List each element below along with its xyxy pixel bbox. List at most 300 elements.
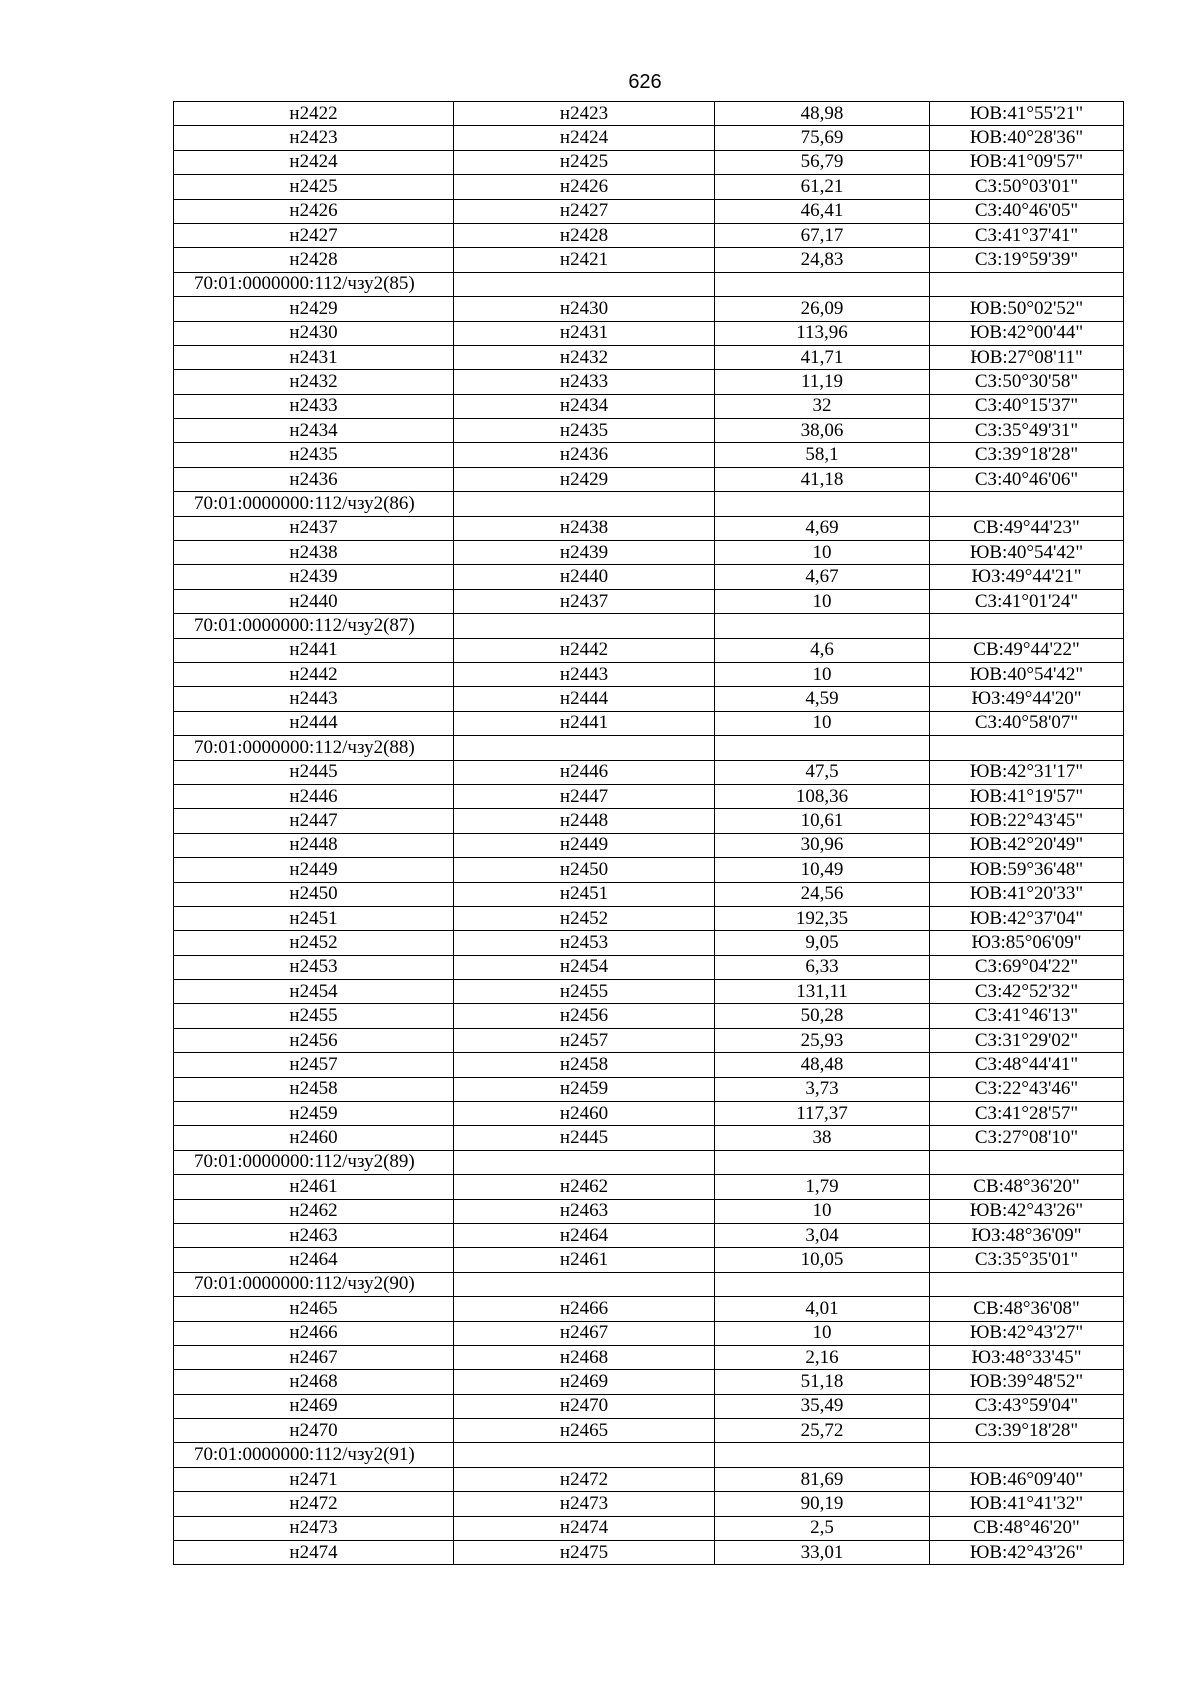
from-point: н2442 <box>174 662 454 686</box>
from-point: н2433 <box>174 394 454 418</box>
to-point: н2462 <box>454 1175 715 1199</box>
bearing: СЗ:22°43'46" <box>930 1077 1124 1101</box>
bearing: ЮВ:42°43'26" <box>930 1199 1124 1223</box>
from-point: н2464 <box>174 1248 454 1272</box>
segment-length: 58,1 <box>715 443 930 467</box>
from-point: н2423 <box>174 126 454 150</box>
from-point: н2474 <box>174 1541 454 1565</box>
table-body <box>174 102 1124 1565</box>
to-point: н2440 <box>454 565 715 589</box>
parcel-id: 70:01:0000000:112/чзу2(86) <box>174 492 454 516</box>
to-point: н2438 <box>454 516 715 540</box>
segment-length: 41,18 <box>715 467 930 491</box>
table-row <box>174 199 1124 223</box>
bearing: СЗ:41°37'41" <box>930 223 1124 247</box>
to-point: н2433 <box>454 370 715 394</box>
bearing: ЮВ:22°43'45" <box>930 809 1124 833</box>
to-point: н2431 <box>454 321 715 345</box>
bearing: ЮВ:41°55'21" <box>930 102 1124 126</box>
from-point: н2444 <box>174 711 454 735</box>
from-point: н2430 <box>174 321 454 345</box>
from-point: н2468 <box>174 1370 454 1394</box>
bearing: СЗ:42°52'32" <box>930 980 1124 1004</box>
table-row <box>174 1321 1124 1345</box>
segment-length: 32 <box>715 394 930 418</box>
empty-cell <box>930 272 1124 296</box>
table-row <box>174 516 1124 540</box>
bearing: СЗ:35°35'01" <box>930 1248 1124 1272</box>
parcel-id: 70:01:0000000:112/чзу2(85) <box>174 272 454 296</box>
from-point: н2443 <box>174 687 454 711</box>
table-row <box>174 419 1124 443</box>
from-point: н2466 <box>174 1321 454 1345</box>
bearing: ЮЗ:49°44'20" <box>930 687 1124 711</box>
to-point: н2472 <box>454 1467 715 1491</box>
table-row <box>174 955 1124 979</box>
to-point: н2460 <box>454 1102 715 1126</box>
from-point: н2429 <box>174 297 454 321</box>
segment-length: 6,33 <box>715 955 930 979</box>
from-point: н2437 <box>174 516 454 540</box>
parcel-id: 70:01:0000000:112/чзу2(87) <box>174 614 454 638</box>
from-point: н2441 <box>174 638 454 662</box>
to-point: н2442 <box>454 638 715 662</box>
bearing: СЗ:40°15'37" <box>930 394 1124 418</box>
to-point: н2437 <box>454 589 715 613</box>
segment-length: 108,36 <box>715 784 930 808</box>
segment-length: 4,59 <box>715 687 930 711</box>
to-point: н2456 <box>454 1004 715 1028</box>
segment-length: 2,5 <box>715 1516 930 1540</box>
table-row <box>174 711 1124 735</box>
segment-length: 11,19 <box>715 370 930 394</box>
from-point: н2467 <box>174 1345 454 1369</box>
to-point: н2443 <box>454 662 715 686</box>
from-point: н2440 <box>174 589 454 613</box>
to-point: н2426 <box>454 175 715 199</box>
table-row <box>174 784 1124 808</box>
from-point: н2469 <box>174 1394 454 1418</box>
to-point: н2449 <box>454 833 715 857</box>
segment-length: 2,16 <box>715 1345 930 1369</box>
bearing: ЮВ:42°43'26" <box>930 1541 1124 1565</box>
table-row <box>174 980 1124 1004</box>
bearing: СЗ:41°46'13" <box>930 1004 1124 1028</box>
bearing: ЮВ:41°19'57" <box>930 784 1124 808</box>
from-point: н2435 <box>174 443 454 467</box>
to-point: н2435 <box>454 419 715 443</box>
from-point: н2465 <box>174 1297 454 1321</box>
segment-length: 61,21 <box>715 175 930 199</box>
table-row <box>174 175 1124 199</box>
bearing: ЮВ:41°20'33" <box>930 882 1124 906</box>
segment-length: 10 <box>715 1321 930 1345</box>
from-point: н2428 <box>174 248 454 272</box>
from-point: н2447 <box>174 809 454 833</box>
table-row <box>174 1199 1124 1223</box>
empty-cell <box>715 1443 930 1467</box>
bearing: ЮВ:41°41'32" <box>930 1492 1124 1516</box>
to-point: н2430 <box>454 297 715 321</box>
table-row <box>174 931 1124 955</box>
empty-cell <box>930 1272 1124 1296</box>
parcel-header-row <box>174 492 1124 516</box>
table-row <box>174 1467 1124 1491</box>
to-point: н2425 <box>454 150 715 174</box>
bearing: ЮВ:40°54'42" <box>930 541 1124 565</box>
to-point: н2447 <box>454 784 715 808</box>
to-point: н2445 <box>454 1126 715 1150</box>
bearing: СЗ:50°03'01" <box>930 175 1124 199</box>
from-point: н2427 <box>174 223 454 247</box>
from-point: н2471 <box>174 1467 454 1491</box>
bearing: ЮВ:42°31'17" <box>930 760 1124 784</box>
segment-length: 192,35 <box>715 906 930 930</box>
segment-length: 41,71 <box>715 345 930 369</box>
from-point: н2459 <box>174 1102 454 1126</box>
bearing: СЗ:40°46'05" <box>930 199 1124 223</box>
segment-length: 10,05 <box>715 1248 930 1272</box>
bearing: СЗ:48°44'41" <box>930 1053 1124 1077</box>
segment-length: 3,73 <box>715 1077 930 1101</box>
segment-length: 10 <box>715 662 930 686</box>
to-point: н2457 <box>454 1028 715 1052</box>
parcel-id: 70:01:0000000:112/чзу2(90) <box>174 1272 454 1296</box>
from-point: н2449 <box>174 858 454 882</box>
table-row <box>174 1102 1124 1126</box>
segment-length: 10 <box>715 589 930 613</box>
to-point: н2464 <box>454 1223 715 1247</box>
table-row <box>174 150 1124 174</box>
table-row <box>174 589 1124 613</box>
to-point: н2434 <box>454 394 715 418</box>
table-row <box>174 687 1124 711</box>
table-row <box>174 102 1124 126</box>
to-point: н2463 <box>454 1199 715 1223</box>
table-row <box>174 467 1124 491</box>
from-point: н2452 <box>174 931 454 955</box>
bearing: СЗ:19°59'39" <box>930 248 1124 272</box>
parcel-header-row <box>174 614 1124 638</box>
table-row <box>174 1345 1124 1369</box>
to-point: н2423 <box>454 102 715 126</box>
table-row <box>174 1175 1124 1199</box>
parcel-header-row <box>174 736 1124 760</box>
segment-length: 50,28 <box>715 1004 930 1028</box>
segment-length: 3,04 <box>715 1223 930 1247</box>
table-row <box>174 1370 1124 1394</box>
empty-cell <box>930 1150 1124 1174</box>
segment-length: 1,79 <box>715 1175 930 1199</box>
to-point: н2446 <box>454 760 715 784</box>
to-point: н2450 <box>454 858 715 882</box>
empty-cell <box>930 736 1124 760</box>
segment-length: 35,49 <box>715 1394 930 1418</box>
bearing: СВ:48°46'20" <box>930 1516 1124 1540</box>
segment-length: 75,69 <box>715 126 930 150</box>
table-row <box>174 248 1124 272</box>
table-row <box>174 833 1124 857</box>
table-row <box>174 809 1124 833</box>
from-point: н2462 <box>174 1199 454 1223</box>
segment-length: 24,56 <box>715 882 930 906</box>
bearing: СЗ:50°30'58" <box>930 370 1124 394</box>
segment-length: 90,19 <box>715 1492 930 1516</box>
table-row <box>174 541 1124 565</box>
from-point: н2426 <box>174 199 454 223</box>
to-point: н2436 <box>454 443 715 467</box>
from-point: н2460 <box>174 1126 454 1150</box>
parcel-id: 70:01:0000000:112/чзу2(88) <box>174 736 454 760</box>
to-point: н2458 <box>454 1053 715 1077</box>
table-row <box>174 760 1124 784</box>
segment-length: 46,41 <box>715 199 930 223</box>
from-point: н2446 <box>174 784 454 808</box>
from-point: н2439 <box>174 565 454 589</box>
from-point: н2454 <box>174 980 454 1004</box>
from-point: н2432 <box>174 370 454 394</box>
from-point: н2425 <box>174 175 454 199</box>
to-point: н2421 <box>454 248 715 272</box>
to-point: н2448 <box>454 809 715 833</box>
table-row <box>174 1126 1124 1150</box>
table-row <box>174 297 1124 321</box>
from-point: н2451 <box>174 906 454 930</box>
from-point: н2455 <box>174 1004 454 1028</box>
table-row <box>174 370 1124 394</box>
empty-cell <box>454 1272 715 1296</box>
table-row <box>174 126 1124 150</box>
segment-length: 38 <box>715 1126 930 1150</box>
bearing: ЮВ:42°00'44" <box>930 321 1124 345</box>
to-point: н2432 <box>454 345 715 369</box>
table-row <box>174 223 1124 247</box>
segment-length: 48,98 <box>715 102 930 126</box>
to-point: н2474 <box>454 1516 715 1540</box>
segment-length: 4,67 <box>715 565 930 589</box>
table-row <box>174 1223 1124 1247</box>
bearing: ЮВ:46°09'40" <box>930 1467 1124 1491</box>
empty-cell <box>454 492 715 516</box>
empty-cell <box>454 272 715 296</box>
from-point: н2448 <box>174 833 454 857</box>
to-point: н2428 <box>454 223 715 247</box>
segment-length: 67,17 <box>715 223 930 247</box>
table-row <box>174 1394 1124 1418</box>
to-point: н2465 <box>454 1419 715 1443</box>
to-point: н2461 <box>454 1248 715 1272</box>
segment-length: 26,09 <box>715 297 930 321</box>
bearing: ЮВ:40°28'36" <box>930 126 1124 150</box>
table-row <box>174 1297 1124 1321</box>
bearing: ЮВ:39°48'52" <box>930 1370 1124 1394</box>
empty-cell <box>715 272 930 296</box>
table-row <box>174 1077 1124 1101</box>
bearing: ЮВ:42°20'49" <box>930 833 1124 857</box>
segment-length: 30,96 <box>715 833 930 857</box>
table-row <box>174 1004 1124 1028</box>
table-row <box>174 882 1124 906</box>
empty-cell <box>930 492 1124 516</box>
from-point: н2453 <box>174 955 454 979</box>
bearing: СЗ:39°18'28" <box>930 1419 1124 1443</box>
table-row <box>174 1248 1124 1272</box>
table-row <box>174 443 1124 467</box>
bearing: СЗ:27°08'10" <box>930 1126 1124 1150</box>
bearing: ЮЗ:48°36'09" <box>930 1223 1124 1247</box>
table-row <box>174 638 1124 662</box>
segment-length: 24,83 <box>715 248 930 272</box>
from-point: н2470 <box>174 1419 454 1443</box>
segment-length: 10,61 <box>715 809 930 833</box>
empty-cell <box>715 492 930 516</box>
from-point: н2434 <box>174 419 454 443</box>
empty-cell <box>715 614 930 638</box>
segment-length: 4,6 <box>715 638 930 662</box>
table-row <box>174 858 1124 882</box>
table-row <box>174 565 1124 589</box>
from-point: н2463 <box>174 1223 454 1247</box>
from-point: н2458 <box>174 1077 454 1101</box>
to-point: н2473 <box>454 1492 715 1516</box>
bearing: ЮВ:50°02'52" <box>930 297 1124 321</box>
from-point: н2461 <box>174 1175 454 1199</box>
empty-cell <box>715 736 930 760</box>
parcel-header-row <box>174 1443 1124 1467</box>
empty-cell <box>930 1443 1124 1467</box>
parcel-header-row <box>174 1150 1124 1174</box>
parcel-id: 70:01:0000000:112/чзу2(89) <box>174 1150 454 1174</box>
from-point: н2424 <box>174 150 454 174</box>
from-point: н2445 <box>174 760 454 784</box>
to-point: н2454 <box>454 955 715 979</box>
to-point: н2470 <box>454 1394 715 1418</box>
bearing: СЗ:41°01'24" <box>930 589 1124 613</box>
empty-cell <box>930 614 1124 638</box>
from-point: н2438 <box>174 541 454 565</box>
bearing: ЮВ:40°54'42" <box>930 662 1124 686</box>
table-row <box>174 1053 1124 1077</box>
segment-length: 10,49 <box>715 858 930 882</box>
segment-length: 25,93 <box>715 1028 930 1052</box>
segment-length: 10 <box>715 541 930 565</box>
bearing: СЗ:35°49'31" <box>930 419 1124 443</box>
segment-length: 48,48 <box>715 1053 930 1077</box>
from-point: н2456 <box>174 1028 454 1052</box>
bearing: ЮВ:59°36'48" <box>930 858 1124 882</box>
to-point: н2469 <box>454 1370 715 1394</box>
segment-length: 131,11 <box>715 980 930 1004</box>
empty-cell <box>454 1443 715 1467</box>
bearing: СЗ:40°46'06" <box>930 467 1124 491</box>
from-point: н2457 <box>174 1053 454 1077</box>
table-row <box>174 1419 1124 1443</box>
segment-length: 117,37 <box>715 1102 930 1126</box>
to-point: н2468 <box>454 1345 715 1369</box>
parcel-id: 70:01:0000000:112/чзу2(91) <box>174 1443 454 1467</box>
to-point: н2439 <box>454 541 715 565</box>
segment-length: 25,72 <box>715 1419 930 1443</box>
to-point: н2429 <box>454 467 715 491</box>
table-row <box>174 1541 1124 1565</box>
segment-length: 9,05 <box>715 931 930 955</box>
to-point: н2427 <box>454 199 715 223</box>
empty-cell <box>715 1150 930 1174</box>
bearing: ЮЗ:48°33'45" <box>930 1345 1124 1369</box>
bearing: СЗ:43°59'04" <box>930 1394 1124 1418</box>
from-point: н2473 <box>174 1516 454 1540</box>
table-row <box>174 1028 1124 1052</box>
segment-length: 81,69 <box>715 1467 930 1491</box>
segment-length: 4,01 <box>715 1297 930 1321</box>
segment-length: 47,5 <box>715 760 930 784</box>
bearing: СВ:49°44'23" <box>930 516 1124 540</box>
table-row <box>174 345 1124 369</box>
empty-cell <box>454 1150 715 1174</box>
parcel-header-row <box>174 1272 1124 1296</box>
bearing: СЗ:41°28'57" <box>930 1102 1124 1126</box>
to-point: н2459 <box>454 1077 715 1101</box>
to-point: н2452 <box>454 906 715 930</box>
bearing: ЮВ:42°43'27" <box>930 1321 1124 1345</box>
bearing: СЗ:39°18'28" <box>930 443 1124 467</box>
page-number: 626 <box>628 71 662 93</box>
segment-length: 38,06 <box>715 419 930 443</box>
to-point: н2451 <box>454 882 715 906</box>
from-point: н2436 <box>174 467 454 491</box>
to-point: н2467 <box>454 1321 715 1345</box>
table-row <box>174 906 1124 930</box>
bearing: СВ:49°44'22" <box>930 638 1124 662</box>
coordinates-table <box>173 101 1124 1565</box>
bearing: СВ:48°36'20" <box>930 1175 1124 1199</box>
table-row <box>174 394 1124 418</box>
table-row <box>174 1492 1124 1516</box>
empty-cell <box>715 1272 930 1296</box>
bearing: ЮВ:42°37'04" <box>930 906 1124 930</box>
from-point: н2450 <box>174 882 454 906</box>
bearing: ЮВ:41°09'57" <box>930 150 1124 174</box>
bearing: СЗ:40°58'07" <box>930 711 1124 735</box>
to-point: н2453 <box>454 931 715 955</box>
from-point: н2472 <box>174 1492 454 1516</box>
segment-length: 33,01 <box>715 1541 930 1565</box>
segment-length: 10 <box>715 711 930 735</box>
from-point: н2431 <box>174 345 454 369</box>
bearing: ЮВ:27°08'11" <box>930 345 1124 369</box>
segment-length: 56,79 <box>715 150 930 174</box>
segment-length: 4,69 <box>715 516 930 540</box>
bearing: СЗ:69°04'22" <box>930 955 1124 979</box>
parcel-header-row <box>174 272 1124 296</box>
segment-length: 51,18 <box>715 1370 930 1394</box>
table-row <box>174 321 1124 345</box>
to-point: н2444 <box>454 687 715 711</box>
to-point: н2475 <box>454 1541 715 1565</box>
empty-cell <box>454 614 715 638</box>
segment-length: 10 <box>715 1199 930 1223</box>
table-row <box>174 662 1124 686</box>
to-point: н2424 <box>454 126 715 150</box>
bearing: СВ:48°36'08" <box>930 1297 1124 1321</box>
to-point: н2441 <box>454 711 715 735</box>
segment-length: 113,96 <box>715 321 930 345</box>
to-point: н2455 <box>454 980 715 1004</box>
to-point: н2466 <box>454 1297 715 1321</box>
table-row <box>174 1516 1124 1540</box>
bearing: ЮЗ:85°06'09" <box>930 931 1124 955</box>
empty-cell <box>454 736 715 760</box>
